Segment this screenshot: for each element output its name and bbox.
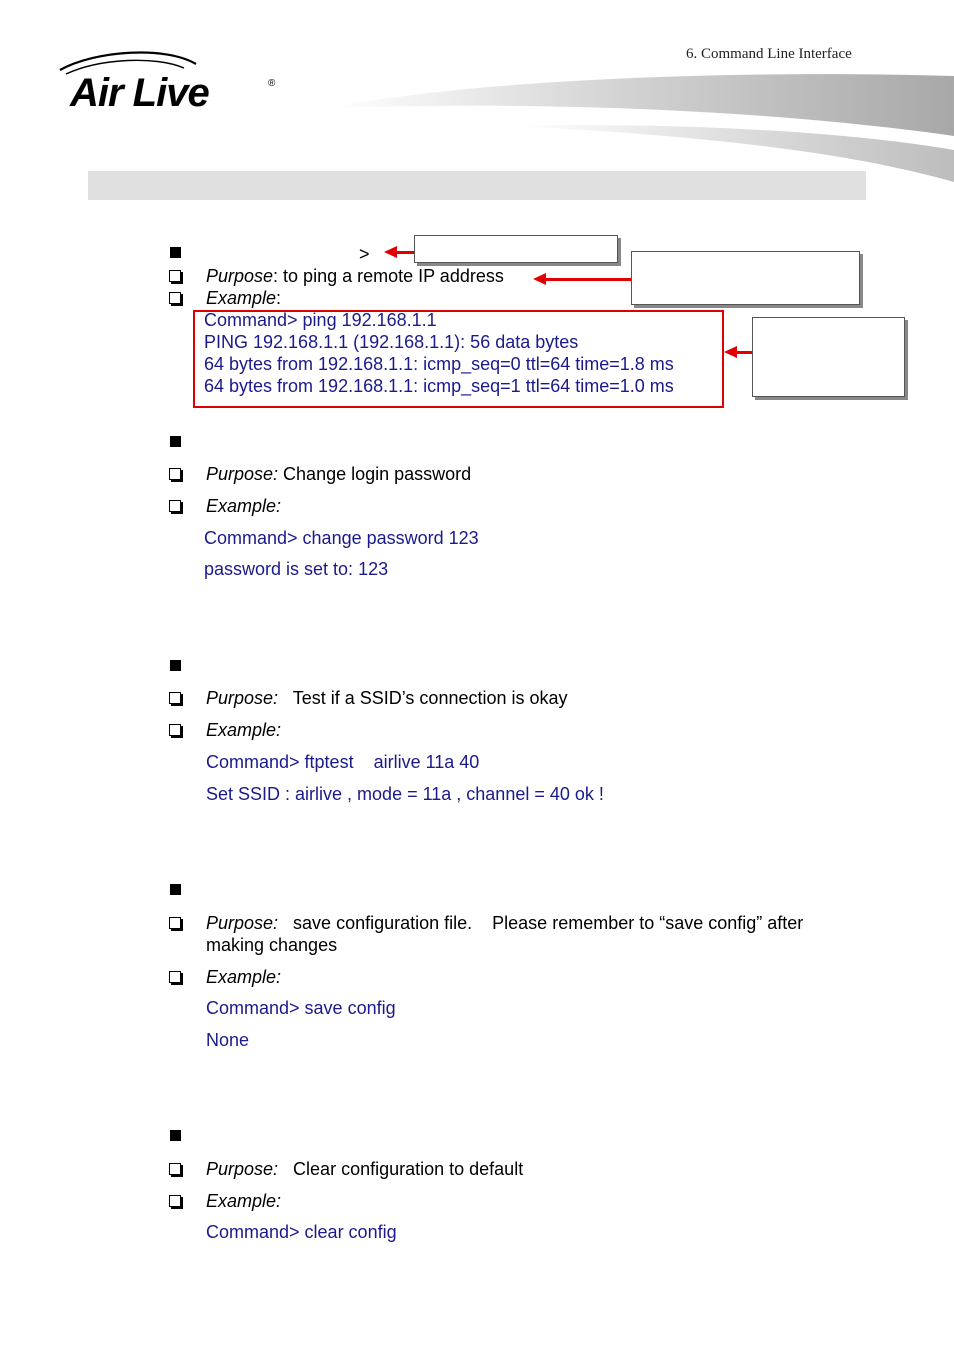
command-line: Command> clear config bbox=[206, 1222, 397, 1242]
purpose-label: Purpose: bbox=[206, 464, 279, 484]
section-title-suffix: > bbox=[359, 244, 370, 264]
purpose-line bbox=[206, 687, 568, 709]
purpose-text: Test if a SSID’s connection is okay bbox=[278, 688, 568, 708]
purpose-text: Change login password bbox=[278, 464, 472, 484]
arrow-icon bbox=[736, 351, 752, 354]
checkbox-bullet-icon bbox=[169, 270, 181, 282]
purpose-text-continued: making changes bbox=[206, 935, 338, 955]
section-bullet bbox=[170, 1130, 181, 1141]
example-colon: : bbox=[276, 288, 282, 308]
svg-text:Air Live: Air Live bbox=[70, 71, 209, 115]
checkbox-bullet-icon bbox=[169, 917, 181, 929]
checkbox-bullet-icon bbox=[169, 500, 181, 512]
purpose-label: Purpose: bbox=[206, 1159, 279, 1179]
example-label: Example bbox=[206, 288, 277, 308]
example-label: Example: bbox=[206, 496, 282, 516]
section-bullet bbox=[170, 660, 181, 671]
section-bar bbox=[88, 171, 866, 200]
callout-box bbox=[631, 251, 860, 305]
section-bullet bbox=[170, 247, 181, 258]
command-line: Command> change password 123 bbox=[204, 528, 479, 548]
purpose-text: : to ping a remote IP address bbox=[273, 266, 504, 286]
output-line: 64 bytes from 192.168.1.1: icmp_seq=1 ttl=64 time=1.0 ms bbox=[204, 376, 674, 396]
output-line: Set SSID : airlive , mode = 11a , channel = 40 ok ! bbox=[206, 784, 604, 804]
checkbox-bullet-icon bbox=[169, 1195, 181, 1207]
callout-box bbox=[752, 317, 905, 397]
svg-text:®: ® bbox=[268, 78, 276, 89]
chapter-title: 6. Command Line Interface bbox=[686, 46, 852, 62]
callout-box bbox=[414, 235, 618, 263]
purpose-line bbox=[206, 912, 803, 934]
checkbox-bullet-icon bbox=[169, 971, 181, 983]
example-label: Example: bbox=[206, 967, 282, 987]
output-line: 64 bytes from 192.168.1.1: icmp_seq=0 ttl=64 time=1.8 ms bbox=[204, 354, 674, 374]
checkbox-bullet-icon bbox=[169, 692, 181, 704]
command-line: Command> ftptest airlive 11a 40 bbox=[206, 752, 480, 772]
checkbox-bullet-icon bbox=[169, 724, 181, 736]
airlive-logo bbox=[56, 48, 286, 118]
checkbox-bullet-icon bbox=[169, 292, 181, 304]
purpose-label: Purpose bbox=[206, 266, 274, 286]
purpose-text: Clear configuration to default bbox=[278, 1159, 524, 1179]
purpose-text: save configuration file. Please remember to “save config” after bbox=[278, 913, 804, 933]
section-bullet bbox=[170, 436, 181, 447]
purpose-label: Purpose: bbox=[206, 913, 279, 933]
example-line bbox=[206, 287, 281, 309]
purpose-line bbox=[206, 265, 504, 287]
output-line: PING 192.168.1.1 (192.168.1.1): 56 data bytes bbox=[204, 332, 579, 352]
command-line: Command> ping 192.168.1.1 bbox=[204, 310, 437, 330]
purpose-label: Purpose: bbox=[206, 688, 279, 708]
output-line: None bbox=[206, 1030, 250, 1050]
arrow-icon bbox=[545, 278, 631, 281]
arrow-icon bbox=[396, 251, 414, 254]
purpose-line bbox=[206, 1158, 523, 1180]
output-line: password is set to: 123 bbox=[204, 559, 389, 579]
section-bullet bbox=[170, 884, 181, 895]
checkbox-bullet-icon bbox=[169, 468, 181, 480]
command-line: Command> save config bbox=[206, 998, 396, 1018]
example-label: Example: bbox=[206, 720, 282, 740]
checkbox-bullet-icon bbox=[169, 1163, 181, 1175]
example-label: Example: bbox=[206, 1191, 282, 1211]
purpose-line bbox=[206, 463, 471, 485]
